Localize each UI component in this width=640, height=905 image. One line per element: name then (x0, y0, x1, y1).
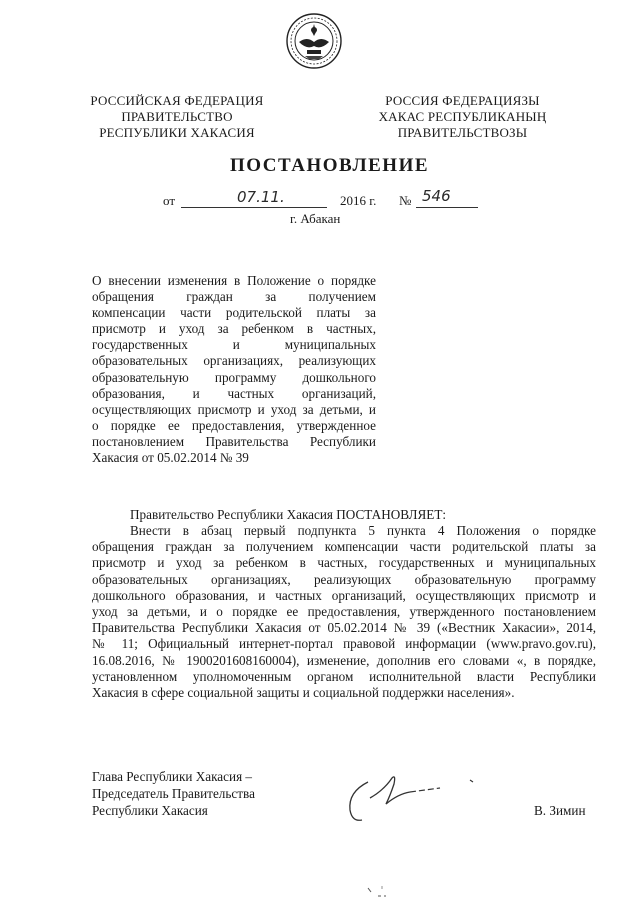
signatory-position (92, 768, 255, 819)
signatory-position-line: Председатель Правительства (92, 786, 255, 801)
subject-line: образования, и частных организаций, (92, 385, 376, 401)
resolution-body (92, 523, 596, 701)
subject-line: компенсации части родительской платы за (92, 305, 376, 321)
subject-line: Хакасия от 05.02.2014 № 39 (92, 450, 249, 466)
body-line: присмотр и уход за ребенком в частных, государственных и муниципальных (92, 555, 596, 571)
header-left (72, 93, 282, 141)
body-line: уход за детьми, и о порядке ее предоставления, утвержденного постановлением (92, 604, 596, 620)
signature-icon (340, 770, 490, 830)
subject-line: образовательную программу дошкольного (92, 369, 376, 385)
coat-of-arms-icon (285, 12, 343, 70)
handwritten-signature (340, 770, 490, 830)
body-line: Внести в абзац первый подпункта 5 пункта 4 Положения о порядке (130, 523, 596, 538)
year-label: 2016 г. (340, 193, 377, 208)
number-handwritten: 546 (422, 187, 451, 205)
body-line: 16.08.2016, № 1900201608160004), изменение, дополнив его словами «, в порядке, (92, 652, 596, 668)
subject-line: государственных и муниципальных (92, 337, 376, 353)
signatory-position-line: Глава Республики Хакасия – (92, 769, 253, 784)
scan-marks-icon (362, 884, 402, 900)
subject-line: О внесении изменения в Положение о порядке (92, 273, 376, 288)
subject-line: осуществляющих присмотр и уход за детьми, и (92, 401, 376, 417)
header-left-line: ПРАВИТЕЛЬСТВО (121, 109, 233, 124)
date-handwritten: 07.11. (237, 188, 285, 206)
header-right-line: ХАКАС РЕСПУБЛИКАНЫҢ (378, 109, 547, 124)
body-line: дошкольного образования, и частных организаций, осуществляющих присмотр и (92, 587, 596, 603)
subject-block (92, 273, 376, 466)
subject-line: постановлением Правительства Республики (92, 433, 376, 449)
header-left-line: РОССИЙСКАЯ ФЕДЕРАЦИЯ (90, 93, 264, 108)
coat-of-arms (285, 12, 343, 70)
body-line: Хакасия в сфере социальной защиты и социальной поддержки населения». (92, 685, 515, 701)
scan-marks (362, 884, 402, 900)
body-line: обращения граждан за получением компенсации части родительской платы за (92, 539, 596, 555)
body-line: образовательных организациях, реализующих образовательную программу (92, 571, 596, 587)
subject-line: обращения граждан за получением (92, 289, 376, 305)
subject-line: образовательных организациях, реализующих (92, 353, 376, 369)
body-line: № 11; Официальный интернет-портал правовой информации (www.pravo.gov.ru), (92, 636, 596, 652)
header-left-line: РЕСПУБЛИКИ ХАКАСИЯ (99, 125, 255, 140)
city: г. Абакан (290, 211, 341, 226)
resolution-intro: Правительство Республики Хакасия ПОСТАНОВЛЯЕТ: (130, 507, 447, 522)
date-prefix: от (163, 193, 176, 208)
header-right-line: ПРАВИТЕЛЬСТВОЗЫ (397, 125, 528, 140)
header-right-line: РОССИЯ ФЕДЕРАЦИЯЗЫ (385, 93, 540, 108)
signatory-name: В. Зимин (534, 803, 586, 818)
number-sign: № (399, 193, 412, 208)
signatory-position-line: Республики Хакасия (92, 803, 208, 818)
subject-line: присмотр и уход за ребенком в частных, (92, 321, 376, 337)
header-right (355, 93, 570, 141)
body-line: Правительства Республики Хакасия от 05.02.2014 № 39 («Вестник Хакасии», 2014, (92, 620, 596, 636)
subject-line: о порядке ее предоставления, утвержденное (92, 417, 376, 433)
document-title: ПОСТАНОВЛЕНИЕ (230, 155, 430, 176)
body-line: установленном уполномоченным органом исполнительной власти Республики (92, 668, 596, 684)
